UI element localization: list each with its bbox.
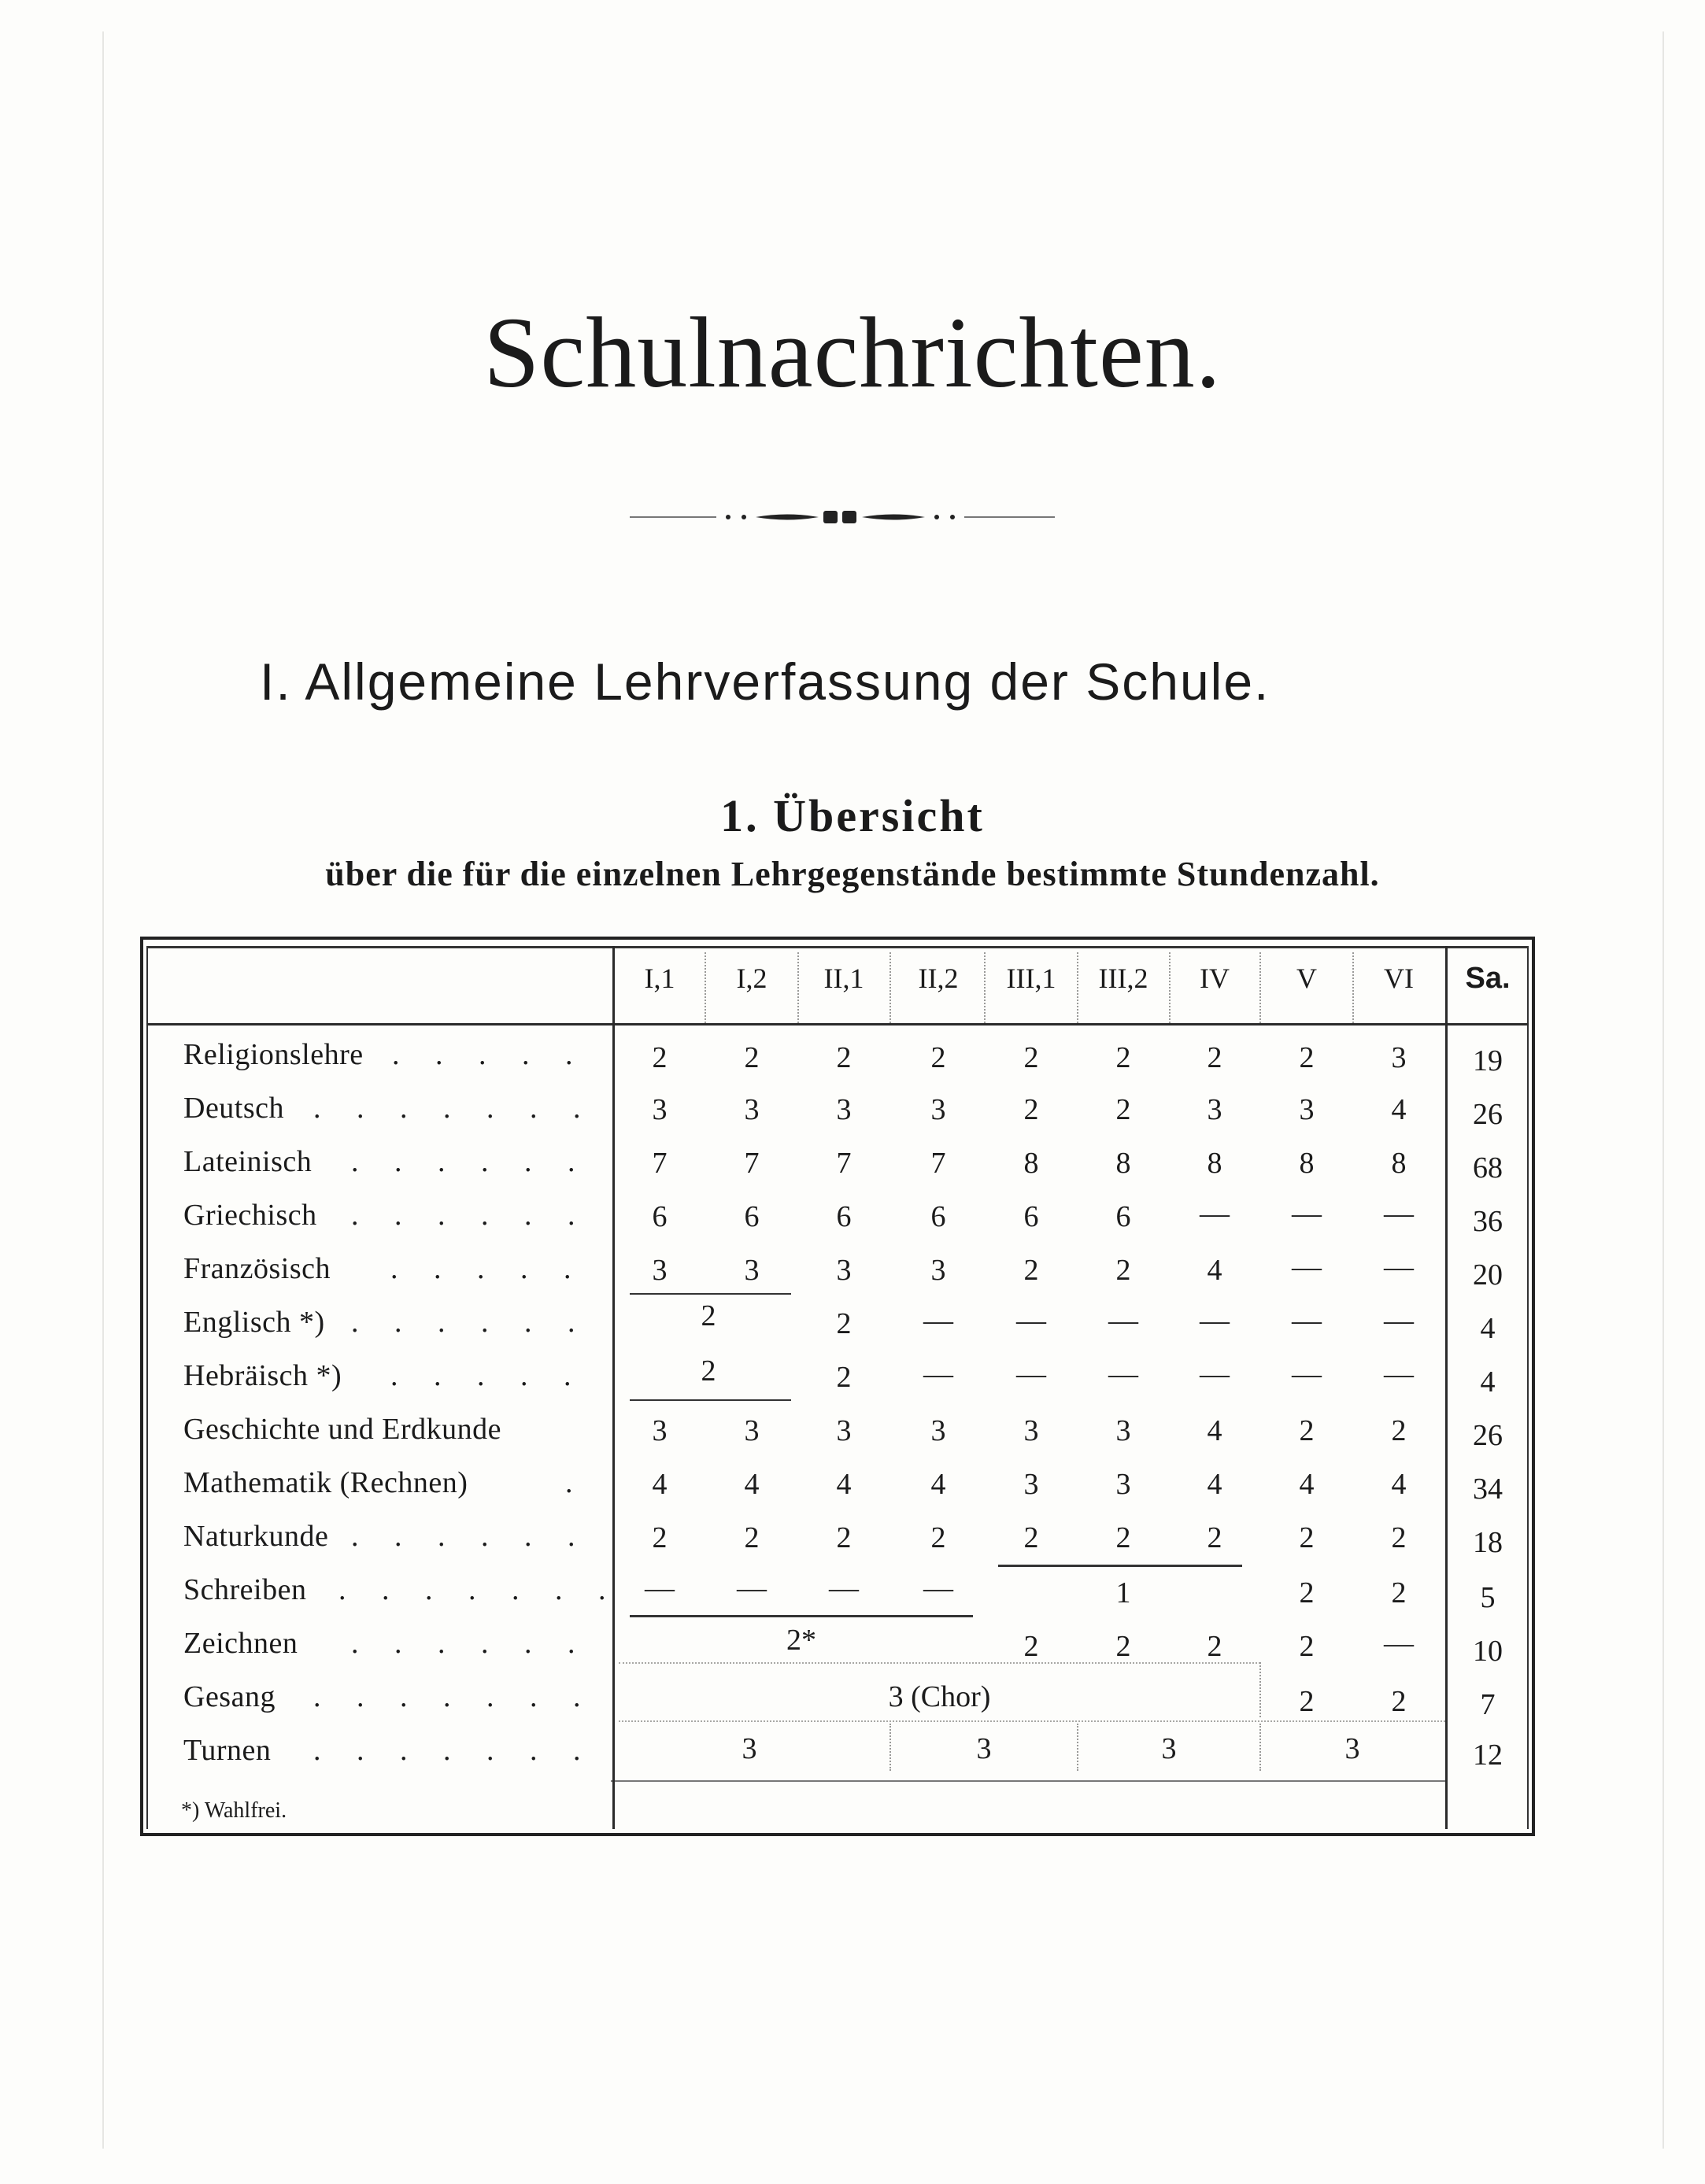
table-cell: 3 bbox=[1023, 1468, 1039, 1501]
row-sum: 19 bbox=[1473, 1044, 1503, 1077]
table-cell: 3 bbox=[744, 1414, 760, 1447]
table-cell: 2 bbox=[1207, 1521, 1222, 1554]
table-cell: 3 bbox=[1115, 1414, 1131, 1447]
table-cell: 7 bbox=[930, 1147, 946, 1180]
table-cell: 3 bbox=[1207, 1093, 1222, 1126]
table-cell: — bbox=[1384, 1358, 1414, 1391]
row-label: Lateinisch bbox=[183, 1145, 313, 1178]
table-cell: 8 bbox=[1023, 1147, 1039, 1180]
table-cell: — bbox=[923, 1304, 953, 1337]
table-cell: 2 bbox=[1207, 1630, 1222, 1663]
table-cell: 4 bbox=[1299, 1468, 1315, 1501]
row-label: Zeichnen bbox=[183, 1627, 298, 1660]
table-cell: — bbox=[1292, 1197, 1322, 1230]
table-cell: 3 bbox=[744, 1093, 760, 1126]
table-cell: 3 bbox=[1023, 1414, 1039, 1447]
table-cell: 2 bbox=[1391, 1521, 1407, 1554]
leader-dots: . . . . . . bbox=[351, 1145, 590, 1178]
row-sum: 7 bbox=[1480, 1688, 1496, 1721]
row-sum: 68 bbox=[1473, 1151, 1503, 1184]
table-cell: 3 bbox=[1115, 1468, 1131, 1501]
col-header: I,1 bbox=[644, 963, 675, 994]
merge-brace bbox=[630, 1293, 791, 1295]
col-divider bbox=[1259, 1724, 1261, 1771]
table-cell: — bbox=[737, 1572, 767, 1605]
table-cell: 2 bbox=[1115, 1041, 1131, 1074]
header-rule bbox=[146, 1023, 1529, 1025]
table-cell: 2 bbox=[652, 1521, 668, 1554]
row-label: Französisch bbox=[183, 1252, 331, 1285]
table-cell: 4 bbox=[1207, 1468, 1222, 1501]
row-label: Turnen bbox=[183, 1734, 272, 1767]
table-cell: 2 bbox=[1023, 1630, 1039, 1663]
table-cell: 2 bbox=[744, 1521, 760, 1554]
table-cell: 2 bbox=[1023, 1041, 1039, 1074]
table-cell: 2 bbox=[930, 1041, 946, 1074]
label-column-rule bbox=[612, 946, 615, 1829]
row-label: Geschichte und Erdkunde bbox=[183, 1413, 502, 1446]
table-cell: 6 bbox=[930, 1200, 946, 1233]
row-sum: 20 bbox=[1473, 1258, 1503, 1292]
table-cell: 2 bbox=[1115, 1254, 1131, 1287]
table-cell: 6 bbox=[836, 1200, 852, 1233]
table-cell: — bbox=[1384, 1304, 1414, 1337]
merged-cell: 3 (Chor) bbox=[888, 1680, 991, 1713]
leader-dots: . . . . . . . bbox=[313, 1092, 595, 1125]
table-cell: 7 bbox=[652, 1147, 668, 1180]
table-cell: — bbox=[1384, 1627, 1414, 1660]
col-header: I,2 bbox=[736, 963, 767, 994]
row-label: Religionslehre bbox=[183, 1038, 364, 1071]
table-cell: — bbox=[645, 1572, 675, 1605]
table-cell: — bbox=[1292, 1251, 1322, 1284]
col-divider bbox=[889, 1724, 891, 1771]
table-cell: — bbox=[1200, 1358, 1230, 1391]
row-sum: 18 bbox=[1473, 1526, 1503, 1559]
table-cell: 2 bbox=[1391, 1685, 1407, 1718]
table-cell: 8 bbox=[1115, 1147, 1131, 1180]
table-cell: 6 bbox=[1115, 1200, 1131, 1233]
col-header: IV bbox=[1200, 963, 1230, 994]
table-cell: 6 bbox=[652, 1200, 668, 1233]
section-heading: I. Allgemeine Lehrverfassung der Schule. bbox=[260, 652, 1270, 711]
leader-dots: . . . . . bbox=[390, 1252, 586, 1285]
row-label: Griechisch bbox=[183, 1199, 317, 1232]
leader-dots: . . . . . . bbox=[351, 1627, 590, 1660]
table-cell: 2 bbox=[744, 1041, 760, 1074]
table-footnote: *) Wahlfrei. bbox=[181, 1798, 287, 1823]
row-label: Schreiben bbox=[183, 1573, 307, 1606]
table-cell: 2 bbox=[1299, 1414, 1315, 1447]
row-label: Deutsch bbox=[183, 1092, 285, 1125]
table-cell: 4 bbox=[1391, 1093, 1407, 1126]
table-cell: — bbox=[1016, 1358, 1046, 1391]
table-cell: — bbox=[1108, 1358, 1138, 1391]
table-cell: 7 bbox=[744, 1147, 760, 1180]
table-cell: 3 bbox=[1161, 1732, 1177, 1765]
table-cell: — bbox=[829, 1572, 859, 1605]
row-sum: 12 bbox=[1473, 1739, 1503, 1772]
table-cell: 8 bbox=[1299, 1147, 1315, 1180]
table-cell: 2 bbox=[1115, 1630, 1131, 1663]
row-sum: 4 bbox=[1480, 1312, 1496, 1345]
merged-cell: 2 bbox=[701, 1354, 716, 1388]
col-header: VI bbox=[1384, 963, 1414, 994]
table-cell: 2 bbox=[1299, 1041, 1315, 1074]
table-cell: 3 bbox=[652, 1093, 668, 1126]
table-cell: 7 bbox=[836, 1147, 852, 1180]
leader-dots: . . . . . . . bbox=[338, 1573, 620, 1606]
table-cell: 3 bbox=[1391, 1041, 1407, 1074]
page-title: Schulnachrichten. bbox=[483, 297, 1222, 408]
col-divider bbox=[1352, 952, 1354, 1023]
footnote-rule bbox=[611, 1780, 1445, 1782]
table-cell: 4 bbox=[836, 1468, 852, 1501]
row-sum: 34 bbox=[1473, 1473, 1503, 1506]
leader-dots: . . . . . . bbox=[351, 1199, 590, 1232]
leader-dots: . . . . . . . bbox=[313, 1734, 595, 1767]
row-label: Naturkunde bbox=[183, 1520, 329, 1553]
table-cell: 2 bbox=[836, 1041, 852, 1074]
table-cell: 2 bbox=[930, 1521, 946, 1554]
col-divider bbox=[1077, 952, 1078, 1023]
row-sum: 26 bbox=[1473, 1419, 1503, 1452]
table-cell: 3 bbox=[930, 1414, 946, 1447]
row-sum: 5 bbox=[1480, 1581, 1496, 1614]
table-cell: 2 bbox=[1023, 1254, 1039, 1287]
table-cell: — bbox=[1108, 1304, 1138, 1337]
table-cell: 4 bbox=[930, 1468, 946, 1501]
table-cell: 2 bbox=[836, 1361, 852, 1394]
table-cell: 4 bbox=[1207, 1414, 1222, 1447]
leader-dots: . . . . . . bbox=[351, 1520, 590, 1553]
table-cell: 4 bbox=[652, 1468, 668, 1501]
col-divider bbox=[797, 952, 799, 1023]
table-cell: 2 bbox=[1299, 1521, 1315, 1554]
merge-brace bbox=[998, 1565, 1242, 1567]
leader-dots: . . . . . . bbox=[351, 1306, 590, 1339]
table-cell: 2 bbox=[1299, 1685, 1315, 1718]
table-cell: 2 bbox=[1391, 1576, 1407, 1609]
col-divider bbox=[705, 952, 706, 1023]
row-sum: 26 bbox=[1473, 1098, 1503, 1131]
table-cell: 2 bbox=[1115, 1521, 1131, 1554]
col-header: V bbox=[1296, 963, 1317, 994]
sum-column-rule bbox=[1445, 946, 1448, 1829]
row-divider bbox=[619, 1720, 1445, 1722]
row-sum: 10 bbox=[1473, 1635, 1503, 1668]
table-cell: 2 bbox=[1299, 1630, 1315, 1663]
table-cell: 2 bbox=[1391, 1414, 1407, 1447]
table-cell: 8 bbox=[1391, 1147, 1407, 1180]
table-cell: 3 bbox=[976, 1732, 992, 1765]
table-cell: — bbox=[1292, 1304, 1322, 1337]
table-cell: 3 bbox=[742, 1732, 757, 1765]
row-label: Gesang bbox=[183, 1680, 276, 1713]
col-divider bbox=[1259, 952, 1261, 1023]
table-cell: 6 bbox=[1023, 1200, 1039, 1233]
table-cell: — bbox=[1292, 1358, 1322, 1391]
table-cell: 2 bbox=[1115, 1093, 1131, 1126]
merged-cell: 2* bbox=[786, 1624, 816, 1657]
row-label: Mathematik (Rechnen) bbox=[183, 1466, 468, 1499]
table-cell: 6 bbox=[744, 1200, 760, 1233]
col-header: III,1 bbox=[1006, 963, 1056, 994]
leader-dots: . bbox=[565, 1466, 587, 1499]
table-cell: 4 bbox=[744, 1468, 760, 1501]
col-header: II,2 bbox=[918, 963, 959, 994]
table-cell: 2 bbox=[1023, 1093, 1039, 1126]
table-cell: 3 bbox=[1299, 1093, 1315, 1126]
leader-dots: . . . . . bbox=[392, 1038, 587, 1071]
table-cell: — bbox=[1200, 1197, 1230, 1230]
table-cell: — bbox=[1384, 1197, 1414, 1230]
leader-dots: . . . . . bbox=[390, 1359, 586, 1392]
table-cell: 3 bbox=[836, 1254, 852, 1287]
table-cell: 4 bbox=[1391, 1468, 1407, 1501]
row-label: Hebräisch *) bbox=[183, 1359, 342, 1392]
col-divider bbox=[984, 952, 986, 1023]
sum-header: Sa. bbox=[1465, 962, 1511, 995]
table-cell: 4 bbox=[1207, 1254, 1222, 1287]
table-cell: 3 bbox=[836, 1093, 852, 1126]
table-cell: — bbox=[923, 1358, 953, 1391]
row-label: Englisch *) bbox=[183, 1306, 325, 1339]
col-header: III,2 bbox=[1098, 963, 1148, 994]
table-cell: — bbox=[923, 1572, 953, 1605]
table-cell: 2 bbox=[1207, 1041, 1222, 1074]
leader-dots: . . . . . . . bbox=[313, 1680, 595, 1713]
subsection-caption: über die für die einzelnen Lehrgegenstände bestimmte Stundenzahl. bbox=[325, 855, 1380, 893]
table-cell: 3 bbox=[930, 1093, 946, 1126]
table-cell: 8 bbox=[1207, 1147, 1222, 1180]
table-cell: 2 bbox=[1023, 1521, 1039, 1554]
table-cell: 2 bbox=[1299, 1576, 1315, 1609]
table-cell: 2 bbox=[836, 1521, 852, 1554]
merged-cell: 2 bbox=[701, 1299, 716, 1332]
subsection-title: 1. Übersicht bbox=[720, 790, 985, 841]
merged-cell: 1 bbox=[1115, 1576, 1131, 1609]
table-cell: 3 bbox=[652, 1414, 668, 1447]
merge-brace bbox=[630, 1399, 791, 1401]
ornament-divider-icon bbox=[630, 497, 1055, 537]
table-cell: 2 bbox=[836, 1307, 852, 1340]
table-cell: — bbox=[1200, 1304, 1230, 1337]
table-cell: 3 bbox=[744, 1254, 760, 1287]
table-cell: 3 bbox=[1344, 1732, 1360, 1765]
table-cell: 3 bbox=[652, 1254, 668, 1287]
table-cell: — bbox=[1016, 1304, 1046, 1337]
row-sum: 36 bbox=[1473, 1205, 1503, 1238]
table-cell: 3 bbox=[836, 1414, 852, 1447]
col-header: II,1 bbox=[823, 963, 864, 994]
row-divider bbox=[619, 1662, 1260, 1664]
table-cell: — bbox=[1384, 1251, 1414, 1284]
table-cell: 3 bbox=[930, 1254, 946, 1287]
col-divider bbox=[889, 952, 891, 1023]
col-divider bbox=[1077, 1724, 1078, 1771]
table-cell: 2 bbox=[652, 1041, 668, 1074]
merge-brace bbox=[630, 1615, 973, 1617]
col-divider bbox=[1169, 952, 1171, 1023]
row-sum: 4 bbox=[1480, 1365, 1496, 1399]
